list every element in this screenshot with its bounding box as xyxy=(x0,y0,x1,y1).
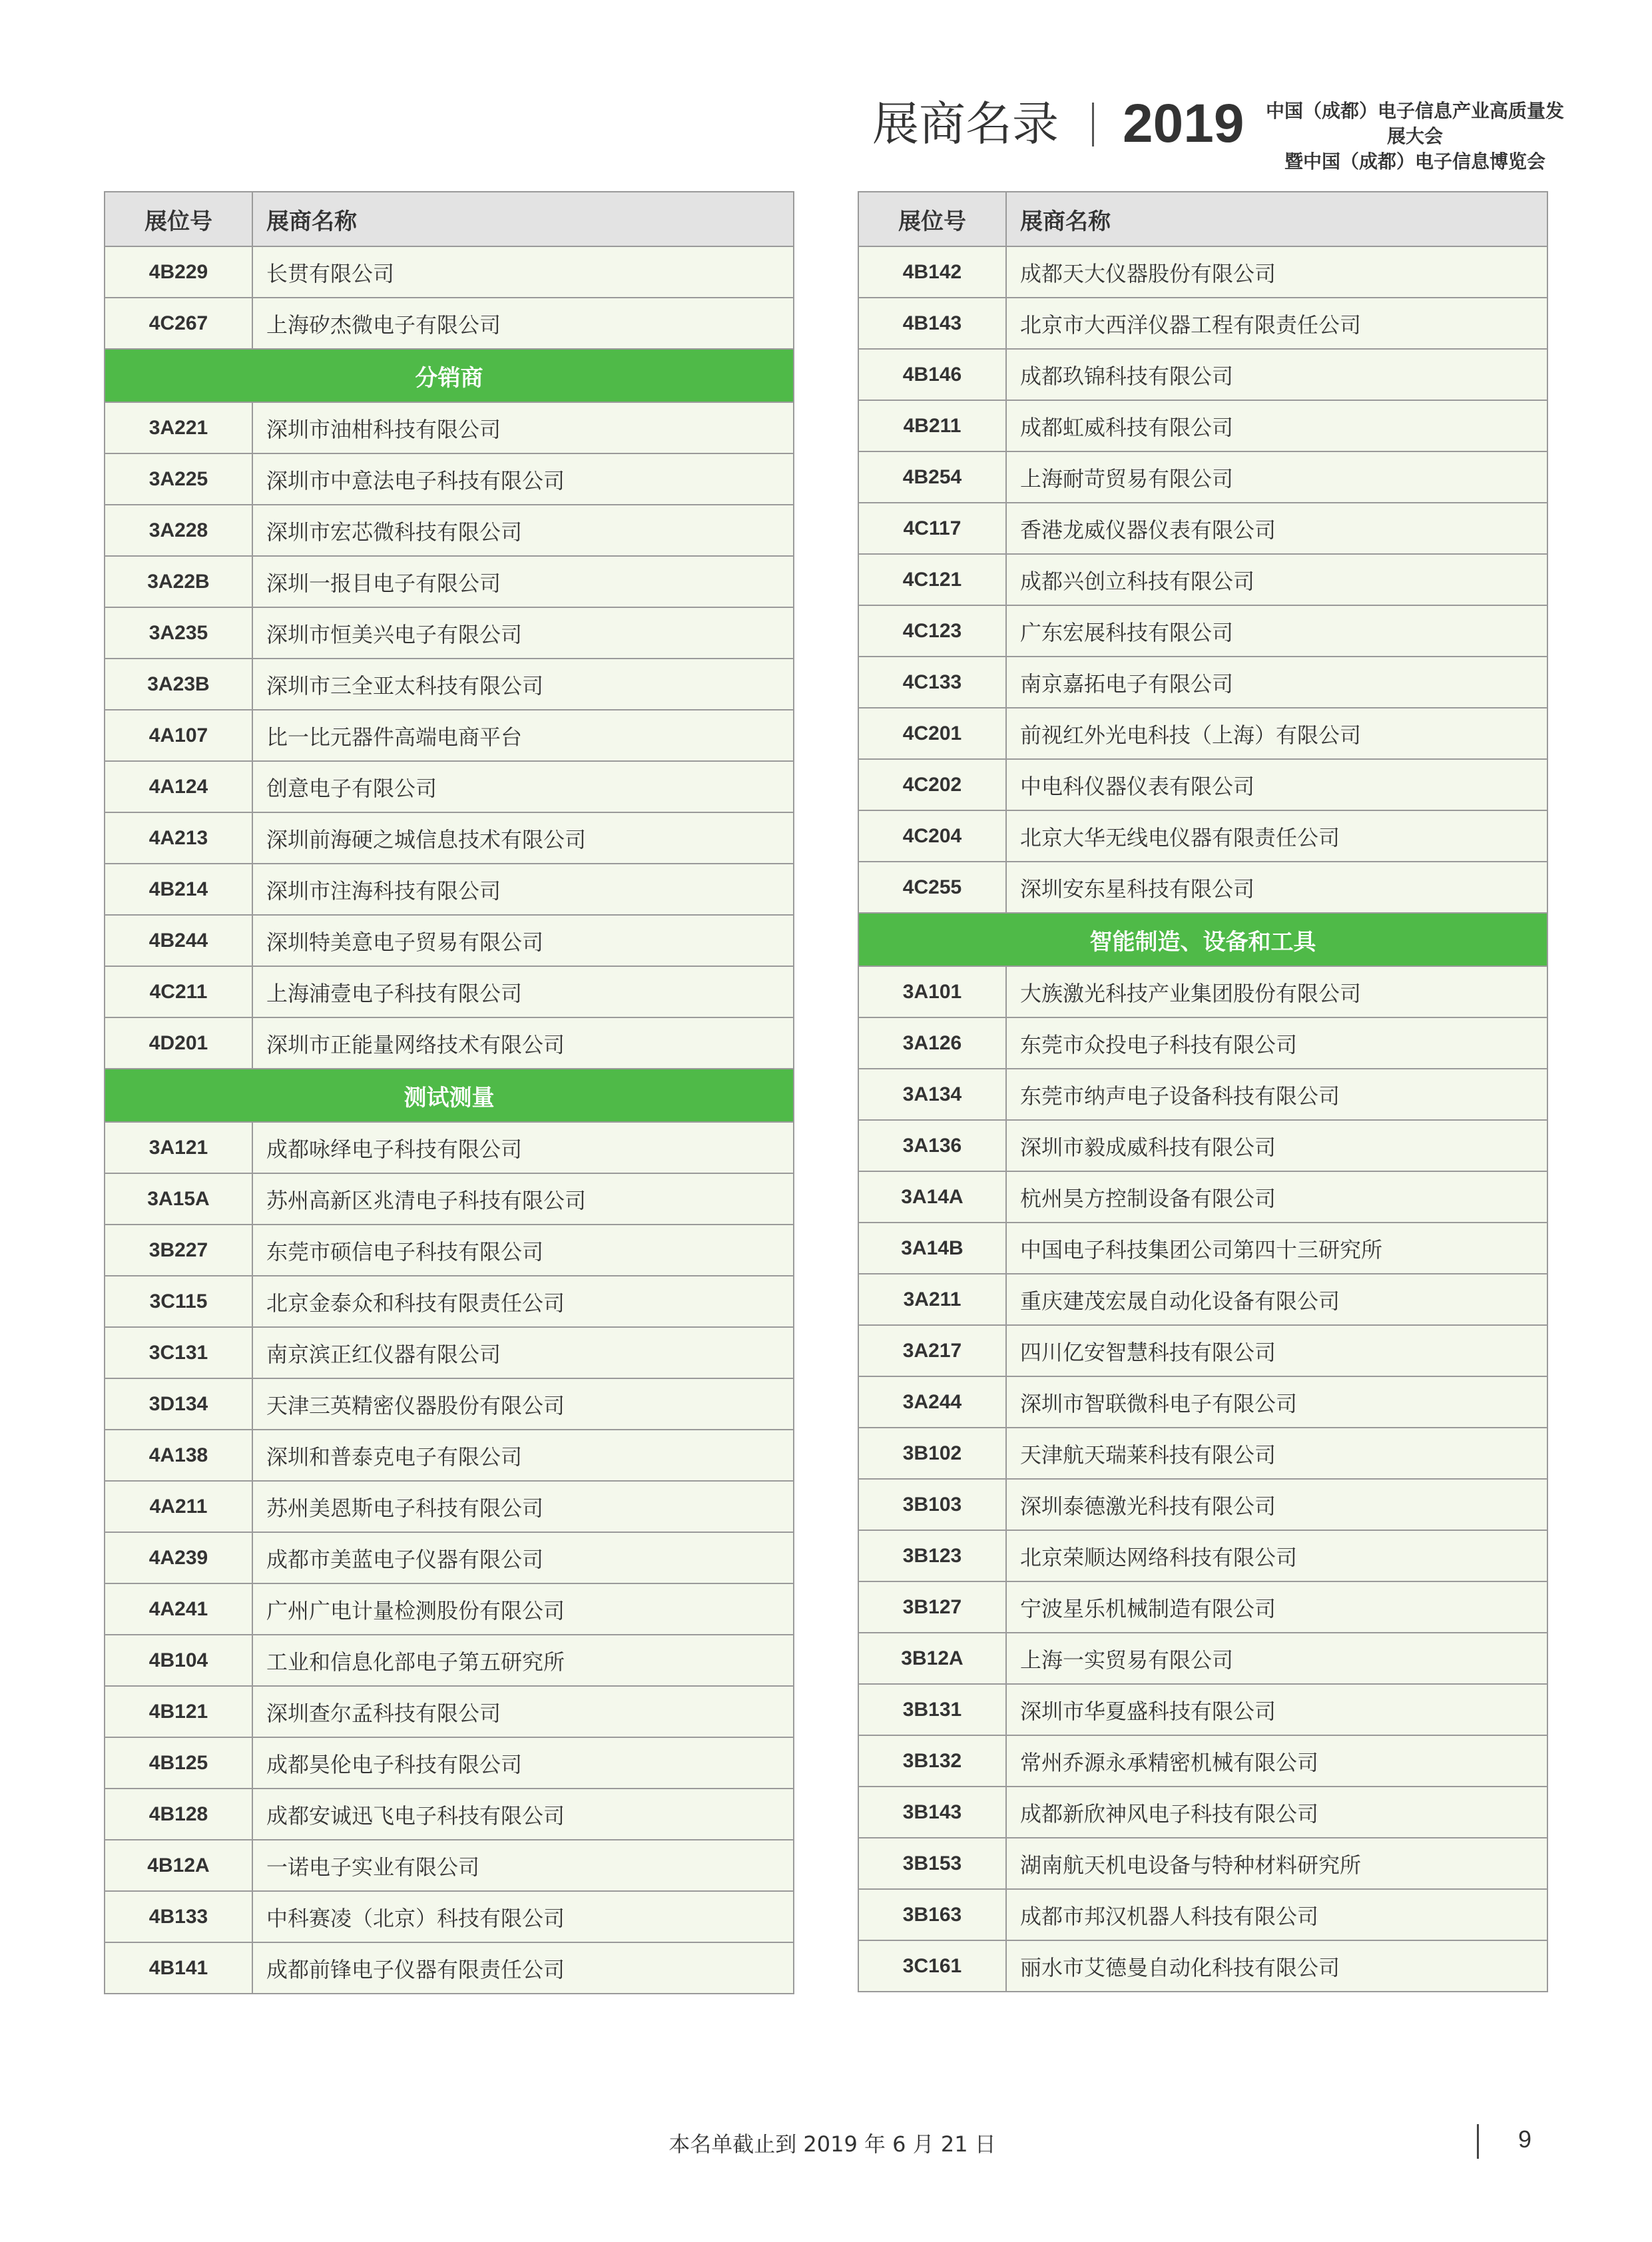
booth-number: 4B254 xyxy=(858,451,1006,503)
table-row xyxy=(105,607,794,659)
exhibitor-name: 北京金泰众和科技有限责任公司 xyxy=(252,1276,794,1327)
category-label: 测试测量 xyxy=(105,1069,794,1122)
table-row xyxy=(105,1789,794,1840)
table-row xyxy=(105,1840,794,1891)
booth-number: 3A136 xyxy=(858,1120,1006,1171)
category-label: 智能制造、设备和工具 xyxy=(858,913,1547,966)
footer-divider xyxy=(1477,2124,1479,2159)
booth-number: 4B146 xyxy=(858,349,1006,400)
exhibitor-name: 深圳市智联微科电子有限公司 xyxy=(1006,1376,1547,1428)
exhibitor-name: 北京荣顺达网络科技有限公司 xyxy=(1006,1530,1547,1581)
booth-number: 3C161 xyxy=(858,1940,1006,1992)
booth-number: 4C202 xyxy=(858,759,1006,810)
booth-number: 3B127 xyxy=(858,1581,1006,1633)
exhibitor-name: 成都兴创立科技有限公司 xyxy=(1006,554,1547,605)
cutoff-date-note: 本名单截止到 2019 年 6 月 21 日 xyxy=(669,2131,996,2157)
exhibitor-name: 成都市邦汉机器人科技有限公司 xyxy=(1006,1889,1547,1940)
exhibitor-name: 丽水市艾德曼自动化科技有限公司 xyxy=(1006,1940,1547,1992)
booth-number: 4B143 xyxy=(858,298,1006,349)
exhibitor-name: 上海耐苛贸易有限公司 xyxy=(1006,451,1547,503)
booth-number: 4A124 xyxy=(105,761,252,812)
booth-number: 3A101 xyxy=(858,966,1006,1017)
table-row xyxy=(858,605,1547,657)
category-label: 分销商 xyxy=(105,349,794,402)
booth-number: 3C131 xyxy=(105,1327,252,1378)
table-row xyxy=(105,1481,794,1532)
booth-number: 3A15A xyxy=(105,1173,252,1225)
exhibitor-name: 深圳市注海科技有限公司 xyxy=(252,864,794,915)
table-row xyxy=(105,761,794,812)
booth-number: 3B131 xyxy=(858,1684,1006,1735)
table-row xyxy=(858,810,1547,862)
table-row xyxy=(858,1428,1547,1479)
booth-number: 3A126 xyxy=(858,1017,1006,1069)
exhibitor-name: 上海矽杰微电子有限公司 xyxy=(252,298,794,349)
exhibitor-name: 深圳市宏芯微科技有限公司 xyxy=(252,505,794,556)
table-row xyxy=(858,1940,1547,1992)
booth-number: 4B244 xyxy=(105,915,252,966)
table-row xyxy=(105,659,794,710)
booth-number: 3B143 xyxy=(858,1787,1006,1838)
table-row xyxy=(105,1583,794,1635)
exhibitor-table-right-body xyxy=(858,246,1547,1992)
exhibitor-name: 中科赛凌（北京）科技有限公司 xyxy=(252,1891,794,1942)
table-row xyxy=(105,1891,794,1942)
event-subtitle xyxy=(1258,99,1571,174)
table-row xyxy=(858,1376,1547,1428)
table-row xyxy=(105,966,794,1017)
exhibitor-name: 北京市大西洋仪器工程有限责任公司 xyxy=(1006,298,1547,349)
exhibitor-name: 深圳特美意电子贸易有限公司 xyxy=(252,915,794,966)
exhibitor-name: 重庆建茂宏晟自动化设备有限公司 xyxy=(1006,1274,1547,1325)
table-row xyxy=(858,1838,1547,1889)
table-row xyxy=(105,505,794,556)
category-row xyxy=(105,1069,794,1122)
booth-number: 3B103 xyxy=(858,1479,1006,1530)
table-row xyxy=(105,1686,794,1737)
table-row xyxy=(858,554,1547,605)
exhibitor-name: 深圳安东星科技有限公司 xyxy=(1006,862,1547,913)
booth-number: 3A228 xyxy=(105,505,252,556)
table-row xyxy=(858,451,1547,503)
exhibitor-name: 成都新欣神风电子科技有限公司 xyxy=(1006,1787,1547,1838)
table-header-row xyxy=(105,192,794,246)
exhibitor-name: 成都咏绎电子科技有限公司 xyxy=(252,1122,794,1173)
exhibitor-name: 成都市美蓝电子仪器有限公司 xyxy=(252,1532,794,1583)
table-row xyxy=(858,862,1547,913)
booth-number: 4B12A xyxy=(105,1840,252,1891)
table-row xyxy=(105,1635,794,1686)
booth-column-header: 展位号 xyxy=(858,192,1006,246)
exhibitor-name: 中国电子科技集团公司第四十三研究所 xyxy=(1006,1223,1547,1274)
header-year: 2019 xyxy=(1123,93,1244,154)
exhibitor-name: 湖南航天机电设备与特种材料研究所 xyxy=(1006,1838,1547,1889)
booth-number: 3A211 xyxy=(858,1274,1006,1325)
table-row xyxy=(858,1633,1547,1684)
table-row xyxy=(105,1276,794,1327)
table-row xyxy=(105,556,794,607)
table-row xyxy=(105,915,794,966)
booth-number: 4B211 xyxy=(858,400,1006,451)
table-row xyxy=(858,298,1547,349)
booth-number: 3A244 xyxy=(858,1376,1006,1428)
exhibitor-name: 深圳前海硬之城信息技术有限公司 xyxy=(252,812,794,864)
booth-number: 3A221 xyxy=(105,402,252,453)
exhibitor-name: 大族激光科技产业集团股份有限公司 xyxy=(1006,966,1547,1017)
exhibitor-name: 深圳市油柑科技有限公司 xyxy=(252,402,794,453)
booth-column-header: 展位号 xyxy=(105,192,252,246)
booth-number: 3A235 xyxy=(105,607,252,659)
table-row xyxy=(858,1735,1547,1787)
booth-number: 3B227 xyxy=(105,1225,252,1276)
exhibitor-name: 中电科仪器仪表有限公司 xyxy=(1006,759,1547,810)
exhibitor-name: 比一比元器件高端电商平台 xyxy=(252,710,794,761)
exhibitor-name: 深圳市三全亚太科技有限公司 xyxy=(252,659,794,710)
table-row xyxy=(858,966,1547,1017)
exhibitor-name: 成都玖锦科技有限公司 xyxy=(1006,349,1547,400)
exhibitor-name: 常州乔源永承精密机械有限公司 xyxy=(1006,1735,1547,1787)
exhibitor-name: 成都天大仪器股份有限公司 xyxy=(1006,246,1547,298)
exhibitor-name: 南京滨正红仪器有限公司 xyxy=(252,1327,794,1378)
booth-number: 3B102 xyxy=(858,1428,1006,1479)
booth-number: 4B214 xyxy=(105,864,252,915)
table-row xyxy=(858,1017,1547,1069)
table-row xyxy=(858,400,1547,451)
booth-number: 4C123 xyxy=(858,605,1006,657)
booth-number: 4B142 xyxy=(858,246,1006,298)
exhibitor-name: 上海浦壹电子科技有限公司 xyxy=(252,966,794,1017)
table-row xyxy=(105,1430,794,1481)
booth-number: 4B128 xyxy=(105,1789,252,1840)
table-row xyxy=(105,298,794,349)
table-row xyxy=(858,1787,1547,1838)
booth-number: 4C201 xyxy=(858,708,1006,759)
exhibitor-name: 创意电子有限公司 xyxy=(252,761,794,812)
exhibitor-name: 上海一实贸易有限公司 xyxy=(1006,1633,1547,1684)
exhibitor-name: 东莞市纳声电子设备科技有限公司 xyxy=(1006,1069,1547,1120)
booth-number: 3A121 xyxy=(105,1122,252,1173)
booth-number: 4A239 xyxy=(105,1532,252,1583)
booth-number: 3C115 xyxy=(105,1276,252,1327)
table-row xyxy=(105,1017,794,1069)
header-divider xyxy=(1092,103,1094,146)
exhibitor-table-right xyxy=(858,191,1548,1992)
booth-number: 3A134 xyxy=(858,1069,1006,1120)
exhibitor-name: 广州广电计量检测股份有限公司 xyxy=(252,1583,794,1635)
exhibitor-name: 东莞市硕信电子科技有限公司 xyxy=(252,1225,794,1276)
booth-number: 3A14A xyxy=(858,1171,1006,1223)
table-row xyxy=(858,1325,1547,1376)
exhibitor-table-left-body xyxy=(105,246,794,1994)
booth-number: 4C211 xyxy=(105,966,252,1017)
booth-number: 4C204 xyxy=(858,810,1006,862)
table-row xyxy=(858,349,1547,400)
exhibitor-name: 深圳查尔孟科技有限公司 xyxy=(252,1686,794,1737)
table-header-row xyxy=(858,192,1547,246)
table-row xyxy=(858,1171,1547,1223)
booth-number: 3A22B xyxy=(105,556,252,607)
table-row xyxy=(105,453,794,505)
booth-number: 4B121 xyxy=(105,1686,252,1737)
booth-number: 4A211 xyxy=(105,1481,252,1532)
booth-number: 3B153 xyxy=(858,1838,1006,1889)
exhibitor-name: 四川亿安智慧科技有限公司 xyxy=(1006,1325,1547,1376)
table-row xyxy=(858,1274,1547,1325)
table-row xyxy=(105,1327,794,1378)
booth-number: 4B141 xyxy=(105,1942,252,1994)
booth-number: 4C267 xyxy=(105,298,252,349)
name-column-header: 展商名称 xyxy=(1006,192,1547,246)
booth-number: 4C255 xyxy=(858,862,1006,913)
exhibitor-name: 深圳市华夏盛科技有限公司 xyxy=(1006,1684,1547,1735)
booth-number: 3A23B xyxy=(105,659,252,710)
table-row xyxy=(105,1532,794,1583)
booth-number: 3D134 xyxy=(105,1378,252,1430)
page-number: 9 xyxy=(1518,2125,1532,2153)
category-row xyxy=(105,349,794,402)
event-subtitle-line2: 暨中国（成都）电子信息博览会 xyxy=(1284,150,1545,172)
table-row xyxy=(105,402,794,453)
table-row xyxy=(105,1173,794,1225)
table-row xyxy=(105,246,794,298)
booth-number: 3B163 xyxy=(858,1889,1006,1940)
exhibitor-name: 东莞市众投电子科技有限公司 xyxy=(1006,1017,1547,1069)
exhibitor-name: 成都虹威科技有限公司 xyxy=(1006,400,1547,451)
booth-number: 4B229 xyxy=(105,246,252,298)
table-row xyxy=(858,1581,1547,1633)
booth-number: 4B125 xyxy=(105,1737,252,1789)
exhibitor-name: 宁波星乐机械制造有限公司 xyxy=(1006,1581,1547,1633)
table-row xyxy=(858,759,1547,810)
exhibitor-name: 成都安诚迅飞电子科技有限公司 xyxy=(252,1789,794,1840)
exhibitor-name: 长贯有限公司 xyxy=(252,246,794,298)
booth-number: 3A225 xyxy=(105,453,252,505)
event-subtitle-line1: 中国（成都）电子信息产业高质量发展大会 xyxy=(1265,100,1564,147)
booth-number: 3B12A xyxy=(858,1633,1006,1684)
exhibitor-name: 成都昊伦电子科技有限公司 xyxy=(252,1737,794,1789)
exhibitor-name: 深圳和普泰克电子有限公司 xyxy=(252,1430,794,1481)
exhibitor-name: 香港龙威仪器仪表有限公司 xyxy=(1006,503,1547,554)
page-title: 展商名录 xyxy=(872,97,1059,151)
exhibitor-name: 一诺电子实业有限公司 xyxy=(252,1840,794,1891)
booth-number: 4C117 xyxy=(858,503,1006,554)
table-row xyxy=(858,1889,1547,1940)
exhibitor-name: 深圳市恒美兴电子有限公司 xyxy=(252,607,794,659)
booth-number: 3B132 xyxy=(858,1735,1006,1787)
exhibitor-name: 天津航天瑞莱科技有限公司 xyxy=(1006,1428,1547,1479)
table-row xyxy=(105,1942,794,1994)
exhibitor-name: 成都前锋电子仪器有限责任公司 xyxy=(252,1942,794,1994)
table-row xyxy=(105,812,794,864)
booth-number: 3B123 xyxy=(858,1530,1006,1581)
exhibitor-name: 苏州美恩斯电子科技有限公司 xyxy=(252,1481,794,1532)
table-row xyxy=(858,1223,1547,1274)
table-row xyxy=(858,1069,1547,1120)
table-row xyxy=(105,1737,794,1789)
exhibitor-name: 杭州昊方控制设备有限公司 xyxy=(1006,1171,1547,1223)
booth-number: 4B133 xyxy=(105,1891,252,1942)
name-column-header: 展商名称 xyxy=(252,192,794,246)
table-row xyxy=(105,710,794,761)
table-row xyxy=(105,1225,794,1276)
table-row xyxy=(858,1479,1547,1530)
booth-number: 3A14B xyxy=(858,1223,1006,1274)
exhibitor-name: 广东宏展科技有限公司 xyxy=(1006,605,1547,657)
booth-number: 3A217 xyxy=(858,1325,1006,1376)
exhibitor-name: 深圳市毅成威科技有限公司 xyxy=(1006,1120,1547,1171)
exhibitor-table-left xyxy=(104,191,794,1994)
exhibitor-name: 深圳市正能量网络技术有限公司 xyxy=(252,1017,794,1069)
booth-number: 4D201 xyxy=(105,1017,252,1069)
table-row xyxy=(858,1530,1547,1581)
booth-number: 4C121 xyxy=(858,554,1006,605)
exhibitor-name: 天津三英精密仪器股份有限公司 xyxy=(252,1378,794,1430)
booth-number: 4A241 xyxy=(105,1583,252,1635)
exhibitor-name: 前视红外光电科技（上海）有限公司 xyxy=(1006,708,1547,759)
table-row xyxy=(858,657,1547,708)
table-row xyxy=(105,864,794,915)
exhibitor-name: 苏州高新区兆清电子科技有限公司 xyxy=(252,1173,794,1225)
booth-number: 4C133 xyxy=(858,657,1006,708)
exhibitor-name: 工业和信息化部电子第五研究所 xyxy=(252,1635,794,1686)
category-row xyxy=(858,913,1547,966)
table-row xyxy=(105,1378,794,1430)
table-row xyxy=(858,246,1547,298)
table-row xyxy=(858,1120,1547,1171)
exhibitor-name: 深圳泰德激光科技有限公司 xyxy=(1006,1479,1547,1530)
booth-number: 4A107 xyxy=(105,710,252,761)
exhibitor-name: 深圳市中意法电子科技有限公司 xyxy=(252,453,794,505)
table-row xyxy=(858,708,1547,759)
exhibitor-name: 北京大华无线电仪器有限责任公司 xyxy=(1006,810,1547,862)
table-row xyxy=(105,1122,794,1173)
booth-number: 4A213 xyxy=(105,812,252,864)
table-row xyxy=(858,1684,1547,1735)
table-row xyxy=(858,503,1547,554)
booth-number: 4B104 xyxy=(105,1635,252,1686)
exhibitor-name: 南京嘉拓电子有限公司 xyxy=(1006,657,1547,708)
exhibitor-name: 深圳一报目电子有限公司 xyxy=(252,556,794,607)
booth-number: 4A138 xyxy=(105,1430,252,1481)
